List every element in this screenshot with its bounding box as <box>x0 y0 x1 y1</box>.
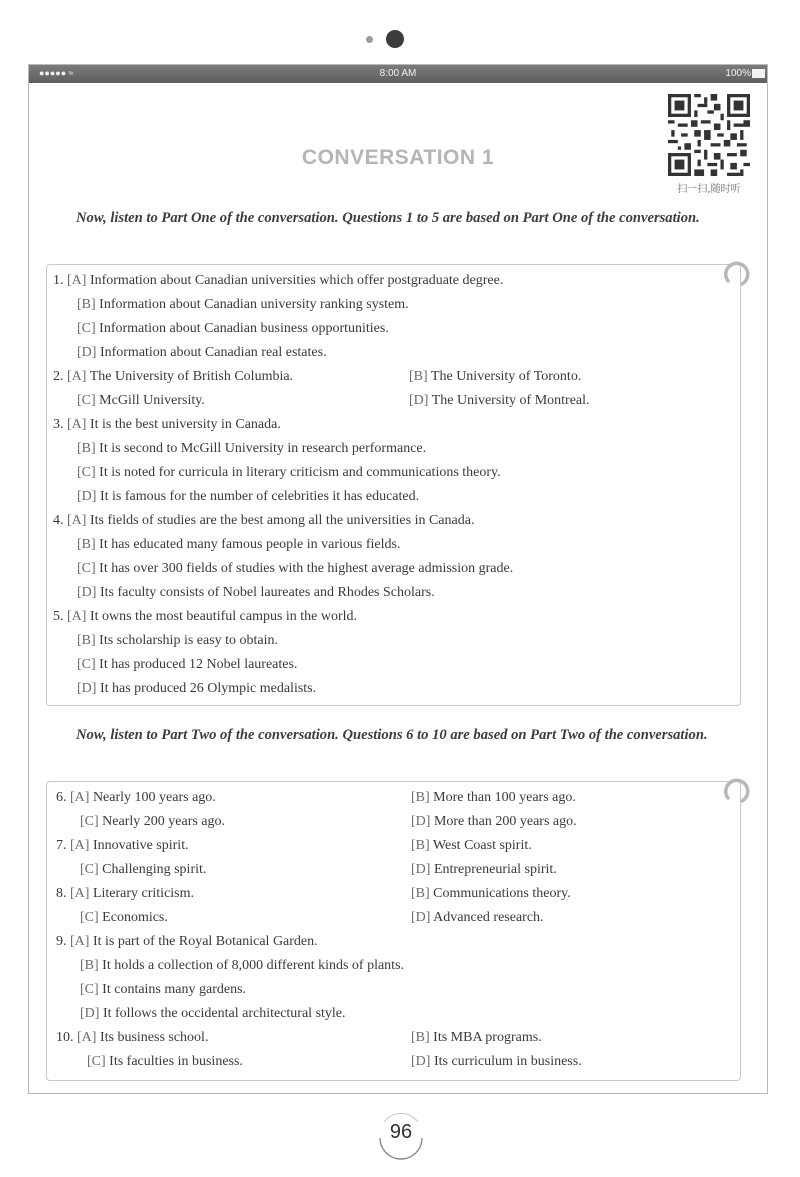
question-5-option-a[interactable] <box>53 607 357 627</box>
option-label: [B] <box>77 537 96 552</box>
question-number: 2. <box>53 369 64 384</box>
option-label: [A] <box>67 417 87 432</box>
option-label: [B] <box>409 369 428 384</box>
option-text: It is part of the Royal Botanical Garden. <box>92 934 318 949</box>
question-4-option-c[interactable] <box>77 559 513 579</box>
question-9-option-b[interactable] <box>80 956 404 976</box>
option-text: The University of Montreal. <box>431 393 590 408</box>
option-label: [C] <box>77 561 96 576</box>
option-text: Information about Canadian business opportunities. <box>99 321 389 336</box>
question-9-option-d[interactable] <box>80 1004 346 1024</box>
question-5-option-b[interactable] <box>77 631 278 651</box>
question-7-option-d[interactable] <box>411 860 557 880</box>
option-label: [B] <box>411 1030 430 1045</box>
question-3-option-b[interactable] <box>77 439 426 459</box>
option-label: [A] <box>70 934 90 949</box>
question-6-option-a[interactable] <box>56 788 216 808</box>
option-label: [D] <box>411 862 431 877</box>
option-label: [D] <box>411 910 431 925</box>
option-text: Its business school. <box>99 1030 209 1045</box>
question-10-option-b[interactable] <box>411 1028 542 1048</box>
question-10-option-d[interactable] <box>411 1052 582 1072</box>
device-camera <box>364 28 408 50</box>
option-label: [B] <box>77 297 96 312</box>
battery-icon <box>752 69 765 78</box>
question-9-option-a[interactable] <box>56 932 318 952</box>
option-label: [C] <box>77 393 96 408</box>
option-text: West Coast spirit. <box>432 838 532 853</box>
option-text: Its MBA programs. <box>433 1030 542 1045</box>
option-text: Information about Canadian universities which offer postgraduate degree. <box>89 273 504 288</box>
option-text: It is famous for the number of celebrities it has educated. <box>99 489 420 504</box>
option-label: [D] <box>77 345 97 360</box>
option-label: [B] <box>411 790 430 805</box>
question-4-option-b[interactable] <box>77 535 400 555</box>
question-7-option-a[interactable] <box>56 836 189 856</box>
question-10-option-a[interactable] <box>56 1028 208 1048</box>
option-text: Its faculties in business. <box>109 1054 243 1069</box>
option-text: Nearly 200 years ago. <box>102 814 226 829</box>
sensor-dot <box>366 36 373 43</box>
option-label: [B] <box>77 633 96 648</box>
option-label: [C] <box>80 982 99 997</box>
option-label: [A] <box>67 273 87 288</box>
option-label: [C] <box>87 1054 106 1069</box>
question-2-option-d[interactable] <box>409 391 590 411</box>
question-3-option-c[interactable] <box>77 463 501 483</box>
camera-lens <box>386 30 404 48</box>
option-label: [B] <box>80 958 99 973</box>
audio-play-icon[interactable] <box>720 259 752 289</box>
question-9-option-c[interactable] <box>80 980 246 1000</box>
question-10-option-c[interactable] <box>87 1052 243 1072</box>
question-6-option-d[interactable] <box>411 812 577 832</box>
question-number: 4. <box>53 513 64 528</box>
qr-code-icon[interactable] <box>668 94 750 176</box>
option-text: Advanced research. <box>433 910 544 925</box>
question-number: 7. <box>56 838 67 853</box>
option-text: Challenging spirit. <box>102 862 207 877</box>
option-text: Its faculty consists of Nobel laureates and Rhodes Scholars. <box>99 585 435 600</box>
option-label: [C] <box>77 321 96 336</box>
page-number: 96 <box>389 1121 413 1143</box>
question-5-option-c[interactable] <box>77 655 297 675</box>
option-text: It has produced 12 Nobel laureates. <box>99 657 298 672</box>
option-text: Its curriculum in business. <box>433 1054 582 1069</box>
option-label: [C] <box>77 657 96 672</box>
question-1-option-a[interactable] <box>53 271 503 291</box>
option-text: Nearly 100 years ago. <box>92 790 216 805</box>
option-text: It holds a collection of 8,000 different kinds of plants. <box>102 958 405 973</box>
question-3-option-d[interactable] <box>77 487 419 507</box>
question-1-option-d[interactable] <box>77 343 327 363</box>
option-label: [D] <box>411 1054 431 1069</box>
option-label: [C] <box>77 465 96 480</box>
option-label: [C] <box>80 910 99 925</box>
question-6-option-c[interactable] <box>80 812 225 832</box>
signal-wifi-icon: ●●●●● ≈ <box>39 68 74 78</box>
option-label: [D] <box>77 585 97 600</box>
status-time: 8:00 AM <box>379 68 417 79</box>
option-text: Its fields of studies are the best among all the universities in Canada. <box>89 513 475 528</box>
option-text: It is second to McGill University in research performance. <box>99 441 427 456</box>
option-text: Communications theory. <box>433 886 571 901</box>
question-number: 1. <box>53 273 64 288</box>
option-label: [A] <box>70 886 90 901</box>
page-title: CONVERSATION 1 <box>301 146 495 169</box>
question-7-option-c[interactable] <box>80 860 206 880</box>
option-text: It follows the occidental architectural style. <box>102 1006 346 1021</box>
option-label: [D] <box>77 681 97 696</box>
option-text: More than 200 years ago. <box>433 814 577 829</box>
option-text: It contains many gardens. <box>102 982 247 997</box>
question-2-option-c[interactable] <box>77 391 205 411</box>
question-1-option-c[interactable] <box>77 319 389 339</box>
option-label: [C] <box>80 814 99 829</box>
option-label: [A] <box>67 609 87 624</box>
question-number: 8. <box>56 886 67 901</box>
question-8-option-d[interactable] <box>411 908 544 928</box>
battery-percent: 100% <box>725 68 751 79</box>
question-1-option-b[interactable] <box>77 295 409 315</box>
option-label: [D] <box>77 489 97 504</box>
part-two-question-box <box>46 781 741 1081</box>
option-text: Information about Canadian real estates. <box>99 345 327 360</box>
question-number: 5. <box>53 609 64 624</box>
option-text: Literary criticism. <box>92 886 195 901</box>
status-bar <box>29 65 767 83</box>
option-label: [A] <box>67 369 87 384</box>
option-text: Information about Canadian university ranking system. <box>99 297 409 312</box>
option-text: It has produced 26 Olympic medalists. <box>99 681 317 696</box>
question-2-option-a[interactable] <box>53 367 293 387</box>
option-label: [D] <box>80 1006 100 1021</box>
option-label: [A] <box>70 790 90 805</box>
question-8-option-c[interactable] <box>80 908 168 928</box>
question-4-option-d[interactable] <box>77 583 435 603</box>
option-text: Its scholarship is easy to obtain. <box>99 633 279 648</box>
option-text: McGill University. <box>99 393 205 408</box>
part-two-instruction: Now, listen to Part Two of the conversation. Questions 6 to 10 are based on Part Two of the conversation. <box>76 727 708 743</box>
option-label: [A] <box>77 1030 97 1045</box>
question-number: 3. <box>53 417 64 432</box>
option-text: Economics. <box>102 910 168 925</box>
option-label: [B] <box>411 838 430 853</box>
option-text: More than 100 years ago. <box>433 790 576 805</box>
option-label: [C] <box>80 862 99 877</box>
option-text: It has over 300 fields of studies with the highest average admission grade. <box>99 561 514 576</box>
option-text: It is noted for curricula in literary criticism and communications theory. <box>99 465 501 480</box>
part-one-instruction: Now, listen to Part One of the conversation. Questions 1 to 5 are based on Part One of the conversation. <box>76 210 700 226</box>
question-8-option-b[interactable] <box>411 884 571 904</box>
question-number: 6. <box>56 790 67 805</box>
question-4-option-a[interactable] <box>53 511 474 531</box>
option-label: [B] <box>411 886 430 901</box>
option-label: [D] <box>411 814 431 829</box>
question-5-option-d[interactable] <box>77 679 316 699</box>
option-label: [A] <box>70 838 90 853</box>
question-8-option-a[interactable] <box>56 884 194 904</box>
question-7-option-b[interactable] <box>411 836 532 856</box>
question-number: 9. <box>56 934 67 949</box>
option-text: It is the best university in Canada. <box>89 417 281 432</box>
option-label: [B] <box>77 441 96 456</box>
option-text: It has educated many famous people in various fields. <box>99 537 401 552</box>
question-6-option-b[interactable] <box>411 788 576 808</box>
qr-caption: 扫一扫,随时听 <box>677 184 741 195</box>
option-label: [D] <box>409 393 429 408</box>
option-text: The University of Toronto. <box>430 369 582 384</box>
option-text: Entrepreneurial spirit. <box>433 862 557 877</box>
option-text: The University of British Columbia. <box>89 369 294 384</box>
option-text: It owns the most beautiful campus in the world. <box>89 609 358 624</box>
option-label: [A] <box>67 513 87 528</box>
part-one-question-box <box>46 264 741 706</box>
question-3-option-a[interactable] <box>53 415 281 435</box>
question-number: 10. <box>56 1030 74 1045</box>
audio-play-icon[interactable] <box>720 776 752 806</box>
option-text: Innovative spirit. <box>92 838 189 853</box>
question-2-option-b[interactable] <box>409 367 581 387</box>
